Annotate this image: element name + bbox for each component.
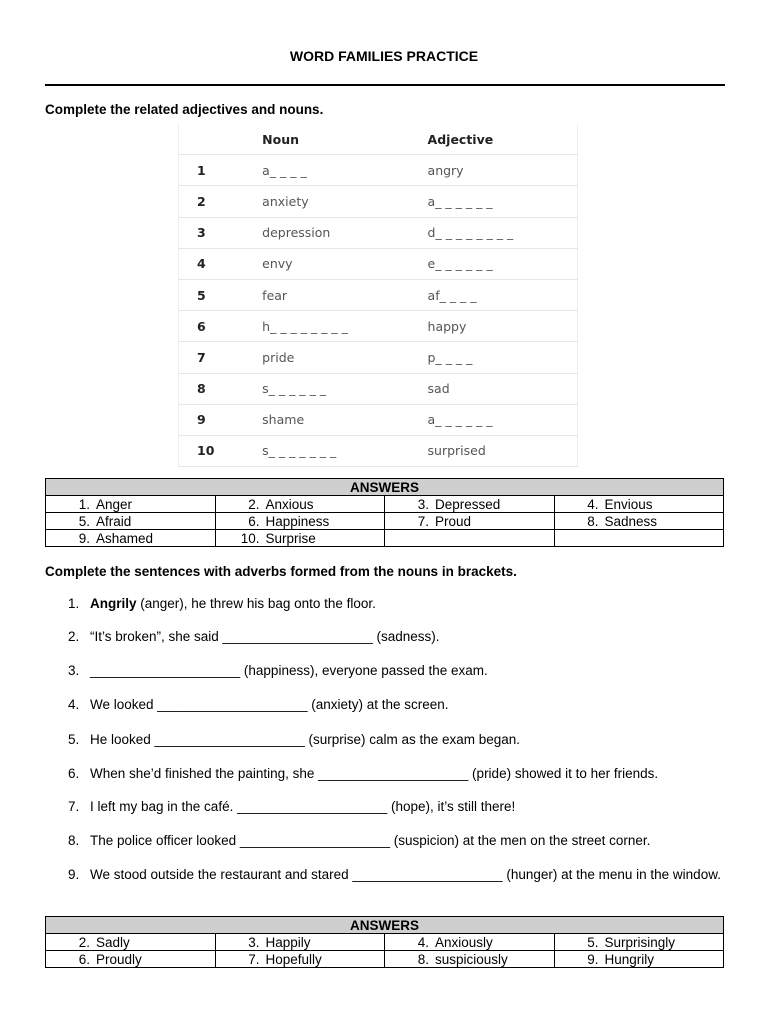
answer-cell — [215, 951, 385, 968]
section1-instruction: Complete the related adjectives and nouns. — [45, 102, 324, 117]
noun-column-header: Noun — [262, 131, 300, 147]
answer-word: Envious — [604, 496, 653, 512]
answer-word: Depressed — [435, 496, 501, 512]
noun-cell: s_ _ _ _ _ _ — [262, 373, 427, 404]
answer-cell — [385, 934, 555, 951]
sentence-text — [90, 629, 724, 645]
answer-word: Anxiously — [435, 934, 493, 950]
noun-cell: depression — [262, 217, 427, 248]
adjective-cell: e_ _ _ _ _ _ — [428, 248, 578, 279]
adjective-cell: angry — [428, 155, 578, 186]
answer-cell — [46, 513, 216, 530]
sentence-text — [90, 663, 724, 679]
example-answer: Angrily — [90, 596, 137, 611]
answers-row — [46, 513, 724, 530]
answers-header: ANSWERS — [46, 917, 724, 934]
answer-cell — [46, 951, 216, 968]
answer-cell — [46, 530, 216, 547]
answer-number: 10. — [240, 530, 260, 546]
answers-table-2 — [45, 916, 724, 968]
answer-word: Anger — [96, 496, 133, 512]
sentence-text — [90, 833, 724, 849]
sentence-number: 7. — [68, 799, 80, 814]
adjective-cell: d_ _ _ _ _ _ _ _ — [428, 217, 578, 248]
answer-cell — [554, 530, 724, 547]
section2-instruction: Complete the sentences with adverbs formed from the nouns in brackets. — [45, 564, 517, 579]
row-number: 9 — [179, 404, 263, 435]
answer-cell — [215, 530, 385, 547]
row-number: 1 — [179, 155, 263, 186]
sentence-body: We looked ____________________ (anxiety) at the screen. — [90, 697, 449, 712]
adjective-cell: p_ _ _ _ — [428, 342, 578, 373]
answers-table-1 — [45, 478, 724, 547]
row-number: 4 — [179, 248, 263, 279]
table-row — [179, 342, 578, 373]
sentence-number: 2. — [68, 629, 80, 644]
answer-word: Proudly — [96, 951, 142, 967]
answer-number: 4. — [417, 934, 429, 950]
sentence-text — [90, 596, 724, 612]
adjective-cell: surprised — [428, 435, 578, 466]
answer-number: 7. — [248, 951, 260, 967]
answers-row — [46, 530, 724, 547]
adjective-cell: a_ _ _ _ _ _ — [428, 404, 578, 435]
answer-word: Hopefully — [265, 951, 322, 967]
answer-number: 6. — [78, 951, 90, 967]
table-row — [179, 217, 578, 248]
answer-number: 2. — [248, 496, 260, 512]
table-row — [179, 279, 578, 310]
answer-word: Hungrily — [604, 951, 655, 967]
sentence-body: I left my bag in the café. ____________________ (hope), it’s still there! — [90, 799, 516, 814]
sentence-body: When she’d finished the painting, she ____________________ (pride) showed it to her friends. — [90, 766, 659, 781]
row-number: 2 — [179, 186, 263, 217]
sentence-body: We stood outside the restaurant and stared ____________________ (hunger) at the menu in the window. — [90, 867, 721, 882]
answer-number: 8. — [417, 951, 429, 967]
answer-cell — [554, 513, 724, 530]
answer-cell — [215, 934, 385, 951]
page-title: WORD FAMILIES PRACTICE — [289, 48, 479, 64]
answer-word: Surprisingly — [604, 934, 676, 950]
sentence-number: 4. — [68, 697, 80, 712]
noun-adjective-header-row — [179, 124, 578, 155]
answer-number: 3. — [248, 934, 260, 950]
row-number: 6 — [179, 311, 263, 342]
table-row — [179, 155, 578, 186]
table-row — [179, 435, 578, 466]
noun-cell: s_ _ _ _ _ _ _ — [262, 435, 427, 466]
answer-cell — [385, 496, 555, 513]
sentence-body: The police officer looked ____________________ (suspicion) at the men on the street corner. — [90, 833, 651, 848]
table-row — [179, 248, 578, 279]
answer-cell — [385, 951, 555, 968]
answer-word: Surprise — [265, 530, 316, 546]
answer-word: Happiness — [265, 513, 330, 529]
row-number: 3 — [179, 217, 263, 248]
answer-word: Sadly — [96, 934, 130, 950]
adjective-cell: happy — [428, 311, 578, 342]
sentence-number: 8. — [68, 833, 80, 848]
sentence-body: (anger), he threw his bag onto the floor. — [136, 596, 376, 611]
answer-cell — [46, 934, 216, 951]
sentence-body: He looked ____________________ (surprise) calm as the exam began. — [90, 732, 521, 747]
noun-cell: a_ _ _ _ — [262, 155, 427, 186]
answer-number: 5. — [587, 934, 599, 950]
sentence-number: 5. — [68, 732, 80, 747]
sentence-text — [90, 697, 724, 713]
answer-cell — [385, 530, 555, 547]
table-row — [179, 311, 578, 342]
table-row — [179, 404, 578, 435]
answer-word: Happily — [265, 934, 311, 950]
answer-number: 2. — [78, 934, 90, 950]
answer-number: 1. — [78, 496, 90, 512]
answer-cell — [554, 934, 724, 951]
number-column-header — [179, 124, 263, 155]
answer-number: 4. — [587, 496, 599, 512]
adjective-cell: a_ _ _ _ _ _ — [428, 186, 578, 217]
row-number: 8 — [179, 373, 263, 404]
noun-cell: shame — [262, 404, 427, 435]
answer-number: 6. — [248, 513, 260, 529]
answer-number: 7. — [417, 513, 429, 529]
answer-number: 3. — [417, 496, 429, 512]
adjective-column-header: Adjective — [427, 131, 494, 147]
answer-number: 8. — [587, 513, 599, 529]
answer-cell — [215, 496, 385, 513]
answer-cell — [554, 951, 724, 968]
sentence-text — [90, 867, 724, 883]
noun-cell: pride — [262, 342, 427, 373]
sentence-body: “It’s broken”, she said ____________________ (sadness). — [90, 629, 440, 644]
answer-word: Afraid — [96, 513, 132, 529]
sentence-number: 9. — [68, 867, 80, 882]
sentence-text — [90, 799, 724, 815]
sentence-number: 3. — [68, 663, 80, 678]
adjective-cell: sad — [428, 373, 578, 404]
sentence-number: 1. — [68, 596, 80, 611]
answer-cell — [385, 513, 555, 530]
answers-row — [46, 951, 724, 968]
answer-number: 9. — [78, 530, 90, 546]
answer-word: Sadness — [604, 513, 658, 529]
table-row — [179, 186, 578, 217]
answer-cell — [46, 496, 216, 513]
sentence-number: 6. — [68, 766, 80, 781]
row-number: 10 — [179, 435, 263, 466]
adjective-cell: af_ _ _ _ — [428, 279, 578, 310]
answer-word: Proud — [435, 513, 472, 529]
title-divider — [45, 84, 725, 86]
noun-cell: anxiety — [262, 186, 427, 217]
noun-cell: envy — [262, 248, 427, 279]
row-number: 7 — [179, 342, 263, 373]
answers-header: ANSWERS — [46, 479, 724, 496]
answers-row — [46, 496, 724, 513]
answer-number: 9. — [587, 951, 599, 967]
answer-word: Ashamed — [96, 530, 154, 546]
row-number: 5 — [179, 279, 263, 310]
noun-adjective-table — [178, 124, 578, 467]
answer-word: suspiciously — [435, 951, 508, 967]
sentence-text — [90, 732, 724, 748]
answer-number: 5. — [78, 513, 90, 529]
answer-cell — [554, 496, 724, 513]
answers-row — [46, 934, 724, 951]
answer-cell — [215, 513, 385, 530]
sentence-body: ____________________ (happiness), everyone passed the exam. — [90, 663, 488, 678]
table-row — [179, 373, 578, 404]
sentence-text — [90, 766, 724, 782]
noun-cell: h_ _ _ _ _ _ _ _ — [262, 311, 427, 342]
answer-word: Anxious — [265, 496, 314, 512]
noun-cell: fear — [262, 279, 427, 310]
